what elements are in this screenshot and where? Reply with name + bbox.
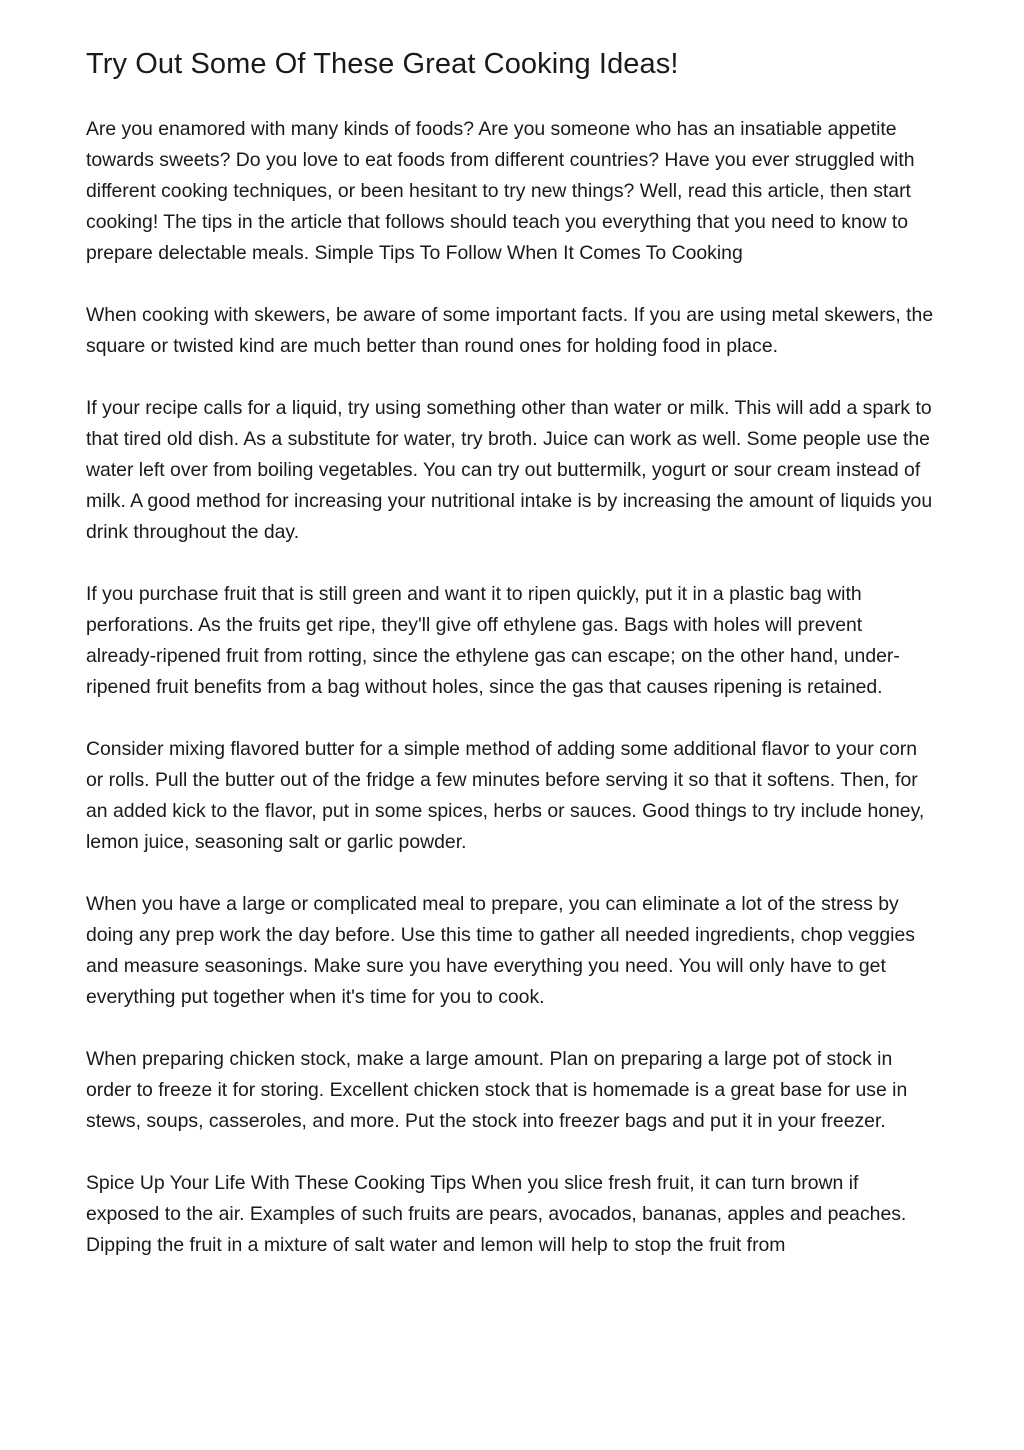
paragraph-intro: Are you enamored with many kinds of foods? Are you someone who has an insatiable appetite towards sweets? Do you love to eat foods from different countries? Have you ever struggled with different cooking techniques, or been hesitant to try new things? Well, read this article, then start cooking! The tips in the article that follows should teach you everything that you need to know to prepare delectable meals. Simple Tips To Follow When It Comes To Cooking	[86, 118, 915, 264]
page-title: Try Out Some Of These Great Cooking Ideas!	[86, 48, 679, 80]
document-page	[86, 44, 936, 1292]
paragraph-fresh-fruit: Spice Up Your Life With These Cooking Tips When you slice fresh fruit, it can turn brown if exposed to the air. Examples of such fruits are pears, avocados, bananas, apples and peaches. Dipping the fruit in a mixture of salt water and lemon will help to stop the fruit from	[86, 1172, 907, 1256]
paragraph-skewers: When cooking with skewers, be aware of some important facts. If you are using metal skewers, the square or twisted kind are much better than round ones for holding food in place.	[86, 304, 934, 357]
paragraph-fruit-ripening: If you purchase fruit that is still green and want it to ripen quickly, put it in a plastic bag with perforations. As the fruits get ripe, they'll give off ethylene gas. Bags with holes will prevent already-ripened fruit from rotting, since the ethylene gas can escape; on the other hand, under-ripened fruit benefits from a bag without holes, since the gas that causes ripening is retained.	[86, 583, 900, 698]
paragraph-liquids: If your recipe calls for a liquid, try using something other than water or milk. This will add a spark to that tired old dish. As a substitute for water, try broth. Juice can work as well. Some people use the water left over from boiling vegetables. You can try out buttermilk, yogurt or sour cream instead of milk. A good method for increasing your nutritional intake is by increasing the amount of liquids you drink throughout the day.	[86, 397, 933, 543]
paragraph-flavored-butter: Consider mixing flavored butter for a simple method of adding some additional flavor to your corn or rolls. Pull the butter out of the fridge a few minutes before serving it so that it softens. Then, for an added kick to the flavor, put in some spices, herbs or sauces. Good things to try include honey, lemon juice, seasoning salt or garlic powder.	[86, 738, 925, 853]
paragraph-prep-work: When you have a large or complicated meal to prepare, you can eliminate a lot of the stress by doing any prep work the day before. Use this time to gather all needed ingredients, chop veggies and measure seasonings. Make sure you have everything you need. You will only have to get everything put together when it's time for you to cook.	[86, 893, 915, 1008]
paragraph-chicken-stock: When preparing chicken stock, make a large amount. Plan on preparing a large pot of stock in order to freeze it for storing. Excellent chicken stock that is homemade is a great base for use in stews, soups, casseroles, and more. Put the stock into freezer bags and put it in your freezer.	[86, 1048, 908, 1132]
